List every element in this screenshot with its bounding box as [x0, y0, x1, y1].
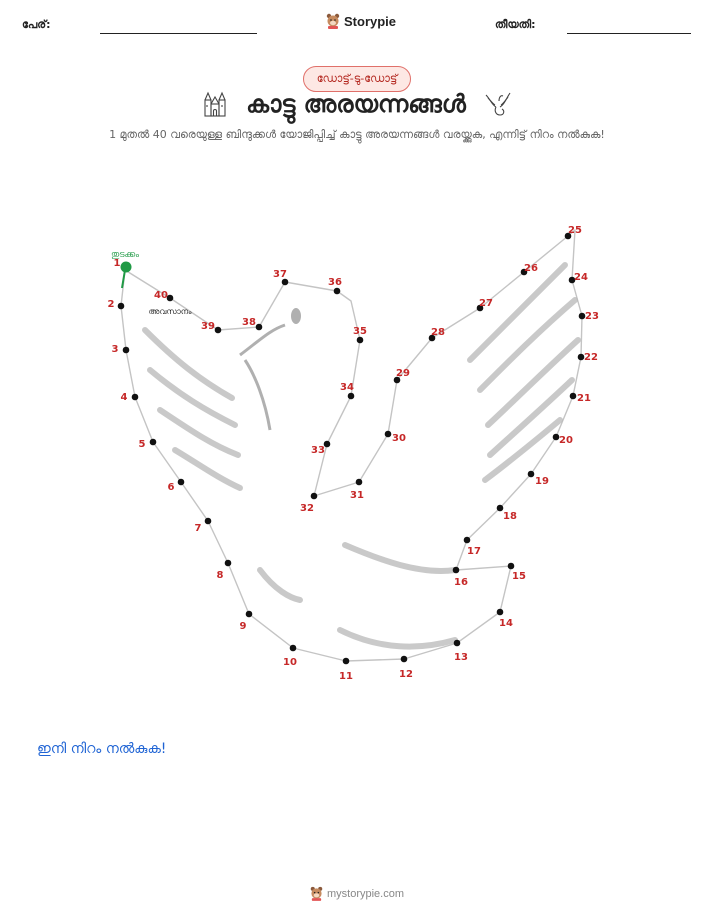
dot-number-28: 28 — [431, 327, 445, 338]
dot-39 — [215, 327, 222, 334]
dot-number-27: 27 — [479, 298, 493, 309]
dot-2 — [118, 303, 125, 310]
dot-number-10: 10 — [283, 657, 297, 668]
dot-number-18: 18 — [503, 511, 517, 522]
dot-4 — [132, 394, 139, 401]
page-title: കാട്ടു അരയന്നങ്ങൾ — [246, 90, 466, 118]
dot-10 — [290, 645, 297, 652]
dot-number-23: 23 — [585, 311, 599, 322]
dot-11 — [343, 658, 350, 665]
dot-36 — [334, 288, 341, 295]
dot-9 — [246, 611, 253, 618]
dot-number-1: 1 — [113, 258, 121, 269]
dot-number-37: 37 — [273, 269, 287, 280]
name-label: പേര്: — [22, 18, 51, 31]
dot-number-11: 11 — [339, 671, 353, 682]
dot-number-2: 2 — [107, 299, 115, 310]
footer — [0, 886, 714, 901]
dot-number-33: 33 — [311, 445, 325, 456]
dot-31 — [356, 479, 363, 486]
dot-number-39: 39 — [201, 321, 215, 332]
dot-number-38: 38 — [242, 317, 256, 328]
dot-number-13: 13 — [454, 652, 468, 663]
dot-number-3: 3 — [111, 344, 119, 355]
dot-number-17: 17 — [467, 546, 481, 557]
dot-14 — [497, 609, 504, 616]
bear-icon — [310, 886, 323, 901]
dot-5 — [150, 439, 157, 446]
dot-12 — [401, 656, 408, 663]
dot-number-24: 24 — [574, 272, 588, 283]
dot-13 — [454, 640, 461, 647]
dot-number-35: 35 — [353, 326, 367, 337]
dot-21 — [570, 393, 577, 400]
dot-number-5: 5 — [138, 439, 146, 450]
dot-6 — [178, 479, 185, 486]
dot-16 — [453, 567, 460, 574]
dot-7 — [205, 518, 212, 525]
color-prompt: ഇനി നിറം നൽകുക! — [37, 741, 167, 757]
dot-number-16: 16 — [454, 577, 468, 588]
dot-34 — [348, 393, 355, 400]
dot-3 — [123, 347, 130, 354]
dot-number-6: 6 — [167, 482, 175, 493]
dot-15 — [508, 563, 515, 570]
dot-32 — [311, 493, 318, 500]
dot-number-30: 30 — [392, 433, 406, 444]
dot-number-26: 26 — [524, 263, 538, 274]
dot-17 — [464, 537, 471, 544]
dot-38 — [256, 324, 263, 331]
brand-name: Storypie — [344, 13, 397, 29]
dot-number-12: 12 — [399, 669, 413, 680]
dot-number-14: 14 — [499, 618, 513, 629]
dot-number-19: 19 — [535, 476, 549, 487]
dot-number-25: 25 — [568, 225, 582, 236]
dot-30 — [385, 431, 392, 438]
dot-number-32: 32 — [300, 503, 314, 514]
dot-number-15: 15 — [512, 571, 526, 582]
dot-35 — [357, 337, 364, 344]
dot-number-9: 9 — [239, 621, 247, 632]
footer-url: mystorypie.com — [326, 887, 405, 900]
dot-8 — [225, 560, 232, 567]
dot-number-21: 21 — [577, 393, 591, 404]
dot-number-34: 34 — [340, 382, 354, 393]
dot-number-8: 8 — [216, 570, 224, 581]
dot-number-22: 22 — [584, 352, 598, 363]
dot-number-40: 40 — [154, 290, 168, 301]
start-marker — [121, 262, 132, 289]
dot-number-36: 36 — [328, 277, 342, 288]
date-label: തീയതി: — [495, 18, 536, 31]
activity-badge: ഡോട്ട്-ടു-ഡോട്ട് — [303, 66, 411, 92]
dot-number-20: 20 — [559, 435, 573, 446]
dot-number-29: 29 — [396, 368, 410, 379]
dot-number-4: 4 — [120, 392, 128, 403]
dot-number-7: 7 — [194, 523, 202, 534]
start-label: തുടക്കം — [110, 250, 140, 260]
instructions: 1 മുതൽ 40 വരെയുള്ള ബിന്ദുക്കൾ യോജിപ്പിച്ച് കാട്ടു അരയന്നങ്ങൾ വരയ്ക്കുക, എന്നിട്ട് നിറം നൽകുക! — [109, 128, 605, 141]
dot-number-31: 31 — [350, 490, 364, 501]
dot-19 — [528, 471, 535, 478]
swan-outline — [121, 230, 582, 661]
end-label: അവസാനം — [148, 307, 192, 316]
